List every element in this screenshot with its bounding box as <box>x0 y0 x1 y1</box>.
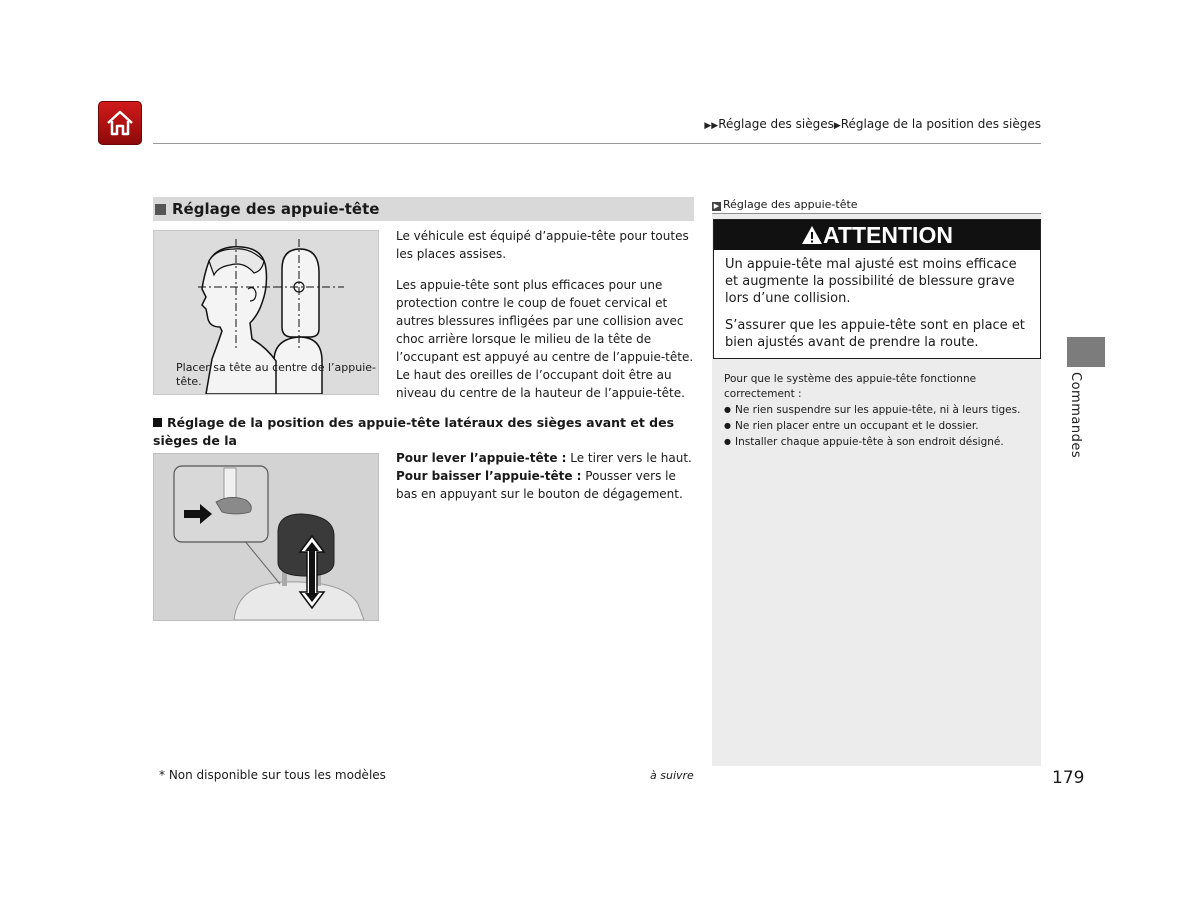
list-item: ● Installer chaque appuie-tête à son endroit désigné. <box>724 434 1034 450</box>
breadcrumb-arrow-icon: ▶▶ <box>704 121 719 131</box>
bullet-square-icon <box>153 418 162 427</box>
subsection-title-line1: Réglage de la position des appuie-tête latéraux des sièges avant et des sièges de la <box>153 415 675 448</box>
continued-label: à suivre <box>650 769 694 782</box>
warning-header <box>714 220 1040 250</box>
warning-paragraph: Un appuie-tête mal ajusté est moins efficace et augmente la possibilité de blessure grave lors d’une collision. <box>725 257 1017 306</box>
raise-label: Pour lever l’appuie-tête : <box>396 451 567 465</box>
chapter-tab[interactable] <box>1067 337 1105 367</box>
note-list <box>724 402 1034 450</box>
headrest-adjustment-illustration <box>153 453 379 621</box>
footnote: * Non disponible sur tous les modèles <box>159 768 386 782</box>
raise-text: Le tirer vers le haut. <box>566 451 692 465</box>
home-button[interactable] <box>98 101 142 145</box>
effectiveness-paragraph: Les appuie-tête sont plus efficaces pour une protection contre le coup de fouet cervical et autres blessures infligées par une collision avec choc arrière lorsque le milieu de la tête de l’occupant est appuyé au centre de l’appuie-tête. Le haut des oreilles de l’occupant doit être au niveau du centre de la hauteur de l’appuie-tête. <box>396 278 694 400</box>
reference-arrow-icon: ▶ <box>713 202 720 210</box>
note-intro: Pour que le système des appuie-tête fonctionne correctement : <box>724 373 977 400</box>
breadcrumb-item[interactable]: Réglage de la position des sièges <box>840 117 1041 131</box>
warning-triangle-icon <box>801 225 823 245</box>
chapter-tab-label[interactable]: Commandes <box>1068 372 1083 459</box>
heading-square-icon <box>155 204 166 215</box>
breadcrumb-arrow-icon: ▶ <box>833 121 841 131</box>
breadcrumb <box>704 117 1041 131</box>
intro-paragraph: Le véhicule est équipé d’appuie-tête pour toutes les places assises. <box>396 229 689 261</box>
warning-paragraph: S’assurer que les appuie-tête sont en place et bien ajustés avant de prendre la route. <box>725 318 1025 350</box>
section-title: Réglage des appuie-tête <box>172 200 380 218</box>
home-icon <box>104 107 136 139</box>
lower-text: Pousser vers le bas en appuyant sur le bouton de dégagement. <box>396 469 683 501</box>
warning-title: ATTENTION <box>823 222 953 248</box>
page-number: 179 <box>1052 768 1085 788</box>
lower-label: Pour baisser l’appuie-tête : <box>396 469 582 483</box>
adjustment-instructions <box>396 449 694 503</box>
sidebar-title-text[interactable]: Réglage des appuie-tête <box>723 198 858 211</box>
sidebar-note <box>724 372 1034 450</box>
warning-box <box>713 219 1041 359</box>
header-divider <box>153 143 1041 144</box>
sidebar-reference-title <box>712 196 1041 214</box>
list-item: ● Ne rien suspendre sur les appuie-tête, ni à leurs tiges. <box>724 402 1034 418</box>
figure-caption: Placer sa tête au centre de l’appuie-tête. <box>176 361 377 388</box>
headrest-adjust-icon <box>154 454 378 620</box>
warning-text <box>725 256 1033 361</box>
list-item: ● Ne rien placer entre un occupant et le dossier. <box>724 418 1034 434</box>
breadcrumb-item[interactable]: Réglage des sièges <box>718 117 834 131</box>
section-heading <box>153 197 694 221</box>
